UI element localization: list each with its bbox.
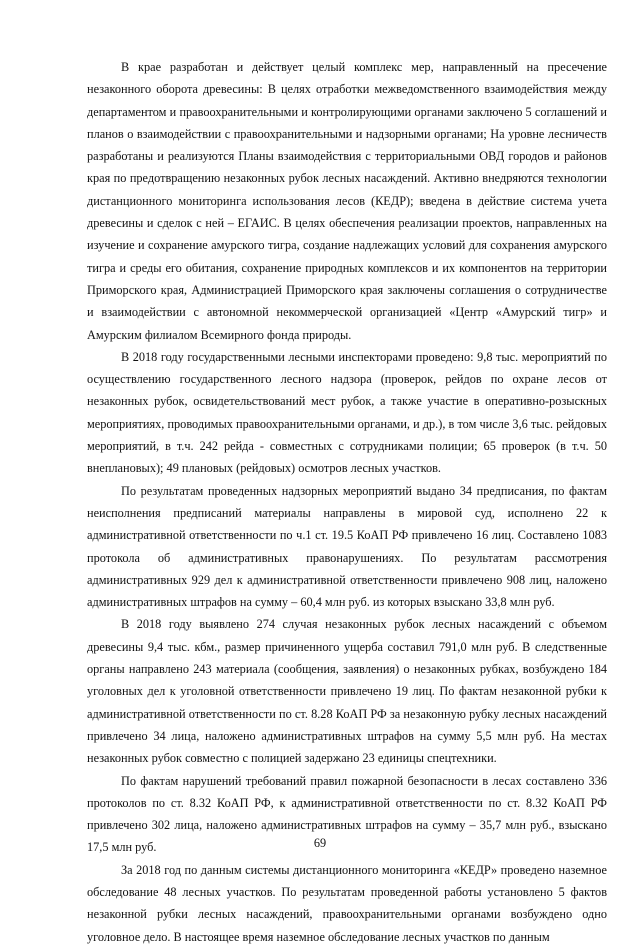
page-number: 69 xyxy=(313,836,327,850)
paragraph-supervision-results: По результатам проведенных надзорных мероприятий выдано 34 предписания, по фактам неисполнения предписаний материалы направлены в мировой суд, исполнено 22 к административной ответственности по ч.1 ст. 19.5 КоАП РФ привлечено 16 лиц. Составлено 1083 протокола об административных правонарушениях. По результатам рассмотрения административных 929 дел к административной ответственности привлечено 908 лиц, наложено административных штрафов на сумму – 60,4 млн руб. из которых взыскано 33,8 млн руб. xyxy=(87,483,607,610)
paragraph-kedr-monitoring: За 2018 год по данным системы дистанционного мониторинга «КЕДР» проведено наземное обследование 48 лесных участков. По результатам проведенной работы установлено 5 фактов незаконной рубки лесных насаждений, правоохранительными органами возбуждено одно уголовное дело. В настоящее время наземное обследование лесных участков по данным xyxy=(87,862,607,944)
paragraph-inspections-2018: В 2018 году государственными лесными инспекторами проведено: 9,8 тыс. мероприятий по осуществлению государственного лесного надзора (проверок, рейдов по охране лесов от незаконных рубок, освидетельствований мест рубок, а также участие в оперативно-розыскных мероприятиях, проводимых правоохранительными органами, и др.), в том числе 3,6 тыс. рейдовых мероприятий, в т.ч. 242 рейда - совместных с сотрудниками полиции; 65 проверок (в т.ч. 50 внеплановых); 49 плановых (рейдовых) осмотров лесных участков. xyxy=(87,349,607,476)
paragraph-measures: В крае разработан и действует целый комплекс мер, направленный на пресечение незаконного оборота древесины: В целях отработки межведомственного взаимодействия между департаментом и правоохранительными и контролирующими органами заключено 5 соглашений и планов о взаимодействии с правоохранительными и надзорными органами; На уровне лесничеств разработаны и реализуются Планы взаимодействия с территориальными ОВД городов и районов края по предотвращению незаконных рубок лесных насаждений. Активно внедряются технологии дистанционного мониторинга использования лесов (КЕДР); введена в действие система учета древесины и сделок с ней – ЕГАИС. В целях обеспечения реализации проектов, направленных на изучение и сохранение амурского тигра, создание надлежащих условий для сохранения амурского тигра и среды его обитания, сохранение природных комплексов и их компонентов на территории Приморского края, Администрацией Приморского края заключены соглашения о сотрудничестве и взаимодействии с автономной некоммерческой организацией «Центр «Амурский тигр» и Амурским филиалом Всемирного фонда природы. xyxy=(87,60,607,342)
paragraph-fire-safety: По фактам нарушений требований правил пожарной безопасности в лесах составлено 336 протоколов по ст. 8.32 КоАП РФ, к административной ответственности по ст. 8.32 КоАП РФ привлечено 302 лица, наложено административных штрафов на сумму – 35,7 млн руб., взыскано 17,5 млн руб. xyxy=(87,773,607,855)
document-body xyxy=(87,56,607,948)
paragraph-illegal-logging: В 2018 году выявлено 274 случая незаконных рубок лесных насаждений с объемом древесины 9,4 тыс. кбм., размер причиненного ущерба составил 791,0 млн руб. В следственные органы направлено 243 материала (сообщения, заявления) о незаконных рубках, возбуждено 184 уголовных дел к уголовной ответственности привлечено 19 лиц. По фактам незаконной рубки к административной ответственности по ст. 8.28 КоАП РФ за незаконную рубку лесных насаждений привлечено 34 лица, наложено административных штрафов на сумму 5,5 млн руб. На местах незаконных рубок совместно с полицией задержано 23 единицы спецтехники. xyxy=(87,617,607,766)
